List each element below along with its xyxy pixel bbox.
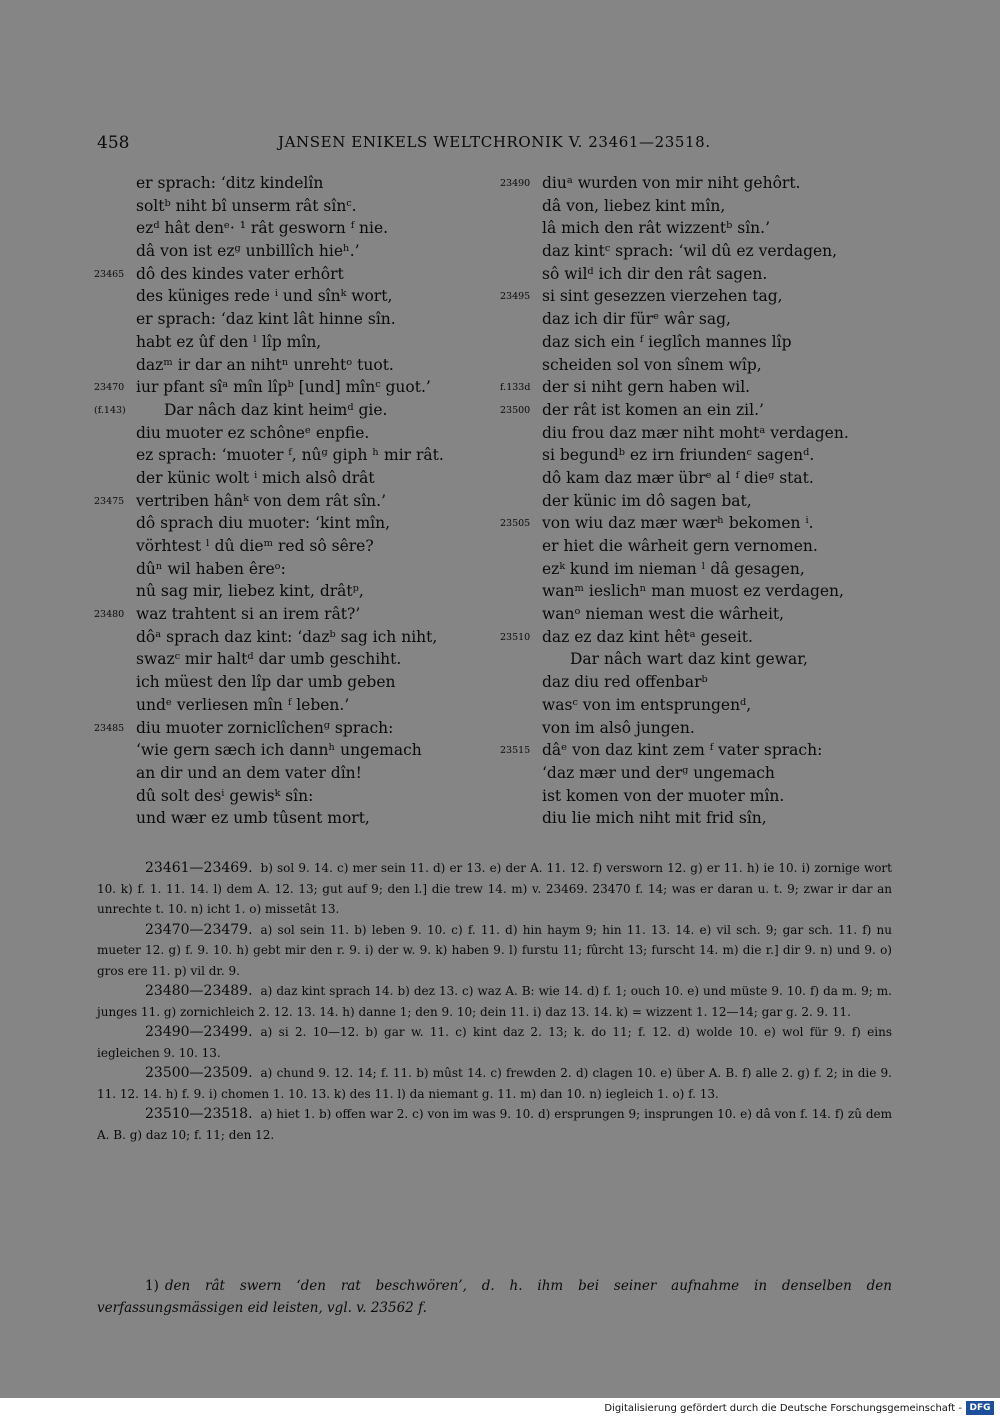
verse-text: an dir und an dem vater dîn! — [136, 763, 362, 782]
verse-text: swazᶜ mir haltᵈ dar umb geschiht. — [136, 650, 402, 669]
verse-text: und wær ez umb tûsent mort, — [136, 809, 370, 828]
verse-line — [136, 558, 536, 581]
verse-text: dû solt desⁱ gewisᵏ sîn: — [136, 786, 314, 805]
verse-text: ezᵏ kund im nieman ˡ dâ gesagen, — [542, 559, 805, 578]
apparatus-range: 23461—23469. — [145, 860, 253, 876]
verse-text: soltᵇ niht bî unserm rât sînᶜ. — [136, 196, 357, 215]
verse-number: 23495 — [500, 291, 531, 303]
verse-column-left — [94, 172, 536, 830]
apparatus-entry — [97, 858, 892, 920]
apparatus-range: 23500—23509. — [145, 1065, 253, 1081]
verse-line — [542, 490, 942, 513]
verse-text: der rât ist komen an ein zil.’ — [542, 400, 764, 419]
verse-line — [136, 671, 536, 694]
verse-text: ‘daz mær und derᵍ ungemach — [542, 763, 775, 782]
verse-line — [94, 263, 536, 286]
verse-line — [500, 512, 942, 535]
verse-line — [542, 467, 942, 490]
verse-text: ist komen von der muoter mîn. — [542, 786, 785, 805]
apparatus-range: 23480—23489. — [145, 983, 253, 999]
verse-text: vörhtest ˡ dû dieᵐ red sô sêre? — [136, 537, 374, 555]
verse-text: dâᵉ von daz kint zem ᶠ vater sprach: — [542, 741, 823, 760]
apparatus-notes: a) sol sein 11. b) leben 9. 10. c) f. 11. d) hin haym 9; hin 11. 13. 14. e) vil sch. 9; gar sch. 11. f) nu mueter 12. g) f. 9. 10. h) gebt mir den r. 9. i) der w. 9. k) haben 9. l) furstu 11; fûrcht 13; furscht 14. m) die r.] dir 9. n) und 9. o) gros ere 11. p) vil dr. 9. — [97, 922, 892, 978]
verse-text: dô sprach diu muoter: ‘kint mîn, — [136, 514, 391, 533]
verse-text: diu muoter zorniclîchenᵍ sprach: — [136, 718, 394, 737]
apparatus-entry — [97, 1063, 892, 1104]
verse-text: daz diu red offenbarᵇ — [542, 673, 708, 692]
verse-number: 23500 — [500, 404, 531, 416]
verse-line — [542, 422, 942, 445]
verse-line — [542, 762, 942, 785]
page-number: 458 — [97, 133, 130, 153]
verse-line — [94, 603, 536, 626]
verse-line — [542, 240, 942, 263]
verse-number: 23485 — [94, 722, 125, 734]
verse-text: er sprach: ‘ditz kindelîn — [136, 174, 324, 192]
verse-number: 23510 — [500, 631, 531, 643]
verse-line — [94, 376, 536, 399]
verse-line — [136, 626, 536, 649]
verse-text: dôᵃ sprach daz kint: ‘dazᵇ sag ich niht, — [136, 627, 438, 646]
verse-line — [542, 263, 942, 286]
verse-line — [136, 285, 536, 308]
footnote — [97, 1275, 892, 1319]
verse-line — [136, 807, 536, 830]
verse-line — [542, 807, 942, 830]
footnote-marker: 1) — [145, 1278, 159, 1294]
verse-line — [136, 172, 536, 195]
verse-line — [136, 467, 536, 490]
apparatus-entry — [97, 920, 892, 982]
critical-apparatus — [97, 858, 892, 1145]
apparatus-notes: a) si 2. 10—12. b) gar w. 11. c) kint daz 2. 13; k. do 11; f. 12. d) wolde 10. e) wol für 9. f) eins iegleichen 9. 10. 13. — [97, 1025, 892, 1060]
verse-text: dazᵐ ir dar an nihtⁿ unrehtᵒ tuot. — [136, 355, 394, 374]
verse-line — [542, 195, 942, 218]
verse-text: iur pfant sîᵃ mîn lîpᵇ [und] mînᶜ guot.’ — [136, 378, 431, 397]
verse-line — [542, 785, 942, 808]
verse-text: si sint gesezzen vierzehen tag, — [542, 287, 783, 306]
apparatus-range: 23470—23479. — [145, 921, 253, 938]
verse-line — [136, 739, 536, 762]
verse-text: er sprach: ‘daz kint lât hinne sîn. — [136, 310, 396, 329]
verse-line — [136, 535, 536, 558]
verse-line — [136, 444, 536, 467]
verse-text: ‘wie gern sæch ich dannʰ ungemach — [136, 741, 422, 760]
verse-number: f.133d — [500, 382, 531, 394]
verse-text: diu lie mich niht mit frid sîn, — [542, 809, 767, 828]
verse-line — [500, 172, 942, 195]
verse-line — [500, 739, 942, 762]
verse-line — [500, 285, 942, 308]
verse-line — [136, 195, 536, 218]
verse-line — [542, 603, 942, 626]
verse-line — [94, 717, 536, 740]
verse-text: diu muoter ez schôneᵉ enpfie. — [136, 423, 370, 442]
apparatus-entry — [97, 1022, 892, 1063]
verse-line — [500, 376, 942, 399]
verse-text: daz ez daz kint hêtᵃ geseit. — [542, 627, 753, 646]
verse-line — [136, 512, 536, 535]
verse-line — [136, 240, 536, 263]
verse-line — [542, 308, 942, 331]
verse-text: Dar nâch daz kint heimᵈ gie. — [164, 400, 388, 419]
verse-line — [542, 535, 942, 558]
verse-number: (f.143) — [94, 404, 126, 416]
verse-text: dûⁿ wil haben êreᵒ: — [136, 559, 286, 578]
apparatus-entry — [97, 981, 892, 1022]
verse-text: ich müest den lîp dar umb geben — [136, 673, 396, 692]
apparatus-range: 23510—23518. — [145, 1106, 253, 1122]
verse-line — [136, 308, 536, 331]
verse-line — [542, 694, 942, 717]
verse-text: undᵉ verliesen mîn ᶠ leben.’ — [136, 695, 350, 714]
verse-line — [136, 694, 536, 717]
verse-text: wanᵒ nieman west die wârheit, — [542, 605, 785, 624]
apparatus-entry — [97, 1104, 892, 1145]
apparatus-notes: b) sol 9. 14. c) mer sein 11. d) er 13. e) der A. 11. 12. f) versworn 12. g) er 11. h) ie 10. i) zornige wort 10. k) f. 1. 11. 14. l) dem A. 12. 13; gut auf 9; den l.] die trew 14. m) v. 23469. 23470 f. 14; was er daran u. t. 9; zwar ir dar an unrechte t. 10. n) icht 1. o) missetât 13. — [97, 861, 892, 916]
verse-text: daz sich ein ᶠ ieglîch mannes lîp — [542, 332, 792, 351]
verse-line — [500, 399, 942, 422]
apparatus-notes: a) daz kint sprach 14. b) dez 13. c) waz A. B: wie 14. d) f. 1; ouch 10. e) und müste 9. 10. f) da m. 9; m. junges 11. g) zornichleich 2. 12. 13. 14. h) danne 1; den 9. 10; dein 11. i) daz 13. 14. k) = wizzent 1. 12—14; gar g. 2. 9. 11. — [97, 984, 892, 1019]
verse-line — [542, 354, 942, 377]
verse-text: waz trahtent si an irem rât?’ — [136, 605, 361, 624]
verse-text: wanᵐ ieslichⁿ man muost ez verdagen, — [542, 582, 844, 601]
verse-text: von wiu daz mær wærʰ bekomen ⁱ. — [542, 514, 814, 533]
verse-text: si begundᵇ ez irn friundenᶜ sagenᵈ. — [542, 446, 815, 465]
verse-text: wasᶜ von im entsprungenᵈ, — [542, 695, 752, 714]
verse-text: daz kintᶜ sprach: ‘wil dû ez verdagen, — [542, 242, 838, 261]
verse-text: diu frou daz mær niht mohtᵃ verdagen. — [542, 423, 849, 442]
verse-text: von im alsô jungen. — [542, 718, 695, 737]
apparatus-notes: a) hiet 1. b) offen war 2. c) von im was 9. 10. d) ersprungen 9; insprungen 10. e) dâ von f. 14. f) zû dem A. B. g) daz 10; f. 11; den 12. — [97, 1107, 892, 1142]
verse-line — [136, 580, 536, 603]
verse-number: 23490 — [500, 178, 531, 189]
apparatus-notes: a) chund 9. 12. 14; f. 11. b) mûst 14. c) frewden 2. d) clagen 10. e) über A. B. f) alle 2. g) f. 2; in die 9. 11. 12. 14. h) f. 9. i) chomen 1. 10. 13. k) des 11. l) da niemant g. 11. m) dan 10. n) iegleich 1. o) f. 13. — [97, 1066, 892, 1101]
verse-line — [136, 331, 536, 354]
verse-text: dâ von, liebez kint mîn, — [542, 196, 726, 215]
verse-text: der si niht gern haben wil. — [542, 378, 751, 397]
verse-line — [542, 558, 942, 581]
verse-text: daz ich dir fürᵉ wâr sag, — [542, 310, 731, 329]
verse-line — [500, 626, 942, 649]
verse-text: nû sag mir, liebez kint, drâtᵖ, — [136, 582, 364, 601]
verse-column-right — [500, 172, 942, 830]
verse-line — [136, 217, 536, 240]
verse-line — [542, 671, 942, 694]
verse-text: er hiet die wârheit gern vernomen. — [542, 537, 818, 555]
verse-line — [542, 648, 942, 671]
verse-line — [542, 444, 942, 467]
verse-line — [136, 785, 536, 808]
verse-text: des küniges rede ⁱ und sînᵏ wort, — [136, 287, 393, 306]
digitization-credit: Digitalisierung gefördert durch die Deutsche Forschungsgemeinschaft - — [604, 1403, 962, 1414]
running-head: JANSEN ENIKELS WELTCHRONIK V. 23461—23518. — [278, 133, 711, 151]
verse-line — [542, 217, 942, 240]
verse-line — [136, 354, 536, 377]
verse-text: vertriben hânᵏ von dem rât sîn.’ — [136, 491, 386, 510]
apparatus-range: 23490—23499. — [145, 1024, 253, 1040]
verse-line — [136, 762, 536, 785]
verse-text: dô kam daz mær übrᵉ al ᶠ dieᵍ stat. — [542, 468, 814, 487]
verse-text: der künic im dô sagen bat, — [542, 491, 752, 510]
verse-text: ezᵈ hât denᵉ· ¹ rât gesworn ᶠ nie. — [136, 219, 389, 238]
verse-number: 23505 — [500, 518, 531, 530]
verse-text: der künic wolt ⁱ mich alsô drât — [136, 468, 375, 487]
verse-text: Dar nâch wart daz kint gewar, — [570, 650, 808, 669]
verse-text: ez sprach: ‘muoter ᶠ, nûᵍ giph ʰ mir rât. — [136, 446, 444, 465]
verse-number: 23480 — [94, 609, 125, 621]
verse-line — [542, 717, 942, 740]
verse-number: 23475 — [94, 495, 125, 507]
verse-text: scheiden sol von sînem wîp, — [542, 355, 762, 374]
footnote-text: den rât swern ‘den rat beschwören’, d. h. ihm bei seiner aufnahme in denselben den verfassungsmässigen eid leisten, vgl. v. 23562 f. — [97, 1278, 892, 1316]
verse-number: 23465 — [94, 268, 125, 280]
verse-number: 23515 — [500, 745, 531, 757]
verse-text: dô des kindes vater erhôrt — [136, 264, 344, 283]
dfg-logo: DFG — [966, 1401, 994, 1415]
verse-line — [94, 399, 536, 422]
verse-text: dâ von ist ezᵍ unbillîch hieʰ.’ — [136, 242, 360, 261]
verse-text: diuᵃ wurden von mir niht gehôrt. — [542, 174, 801, 192]
verse-line — [136, 422, 536, 445]
verse-line — [94, 490, 536, 513]
verse-line — [136, 648, 536, 671]
verse-number: 23470 — [94, 382, 125, 394]
verse-text: lâ mich den rât wizzentᵇ sîn.’ — [542, 219, 770, 238]
verse-line — [542, 580, 942, 603]
verse-line — [542, 331, 942, 354]
verse-text: sô wilᵈ ich dir den rât sagen. — [542, 264, 768, 283]
verse-text: habt ez ûf den ˡ lîp mîn, — [136, 332, 322, 351]
